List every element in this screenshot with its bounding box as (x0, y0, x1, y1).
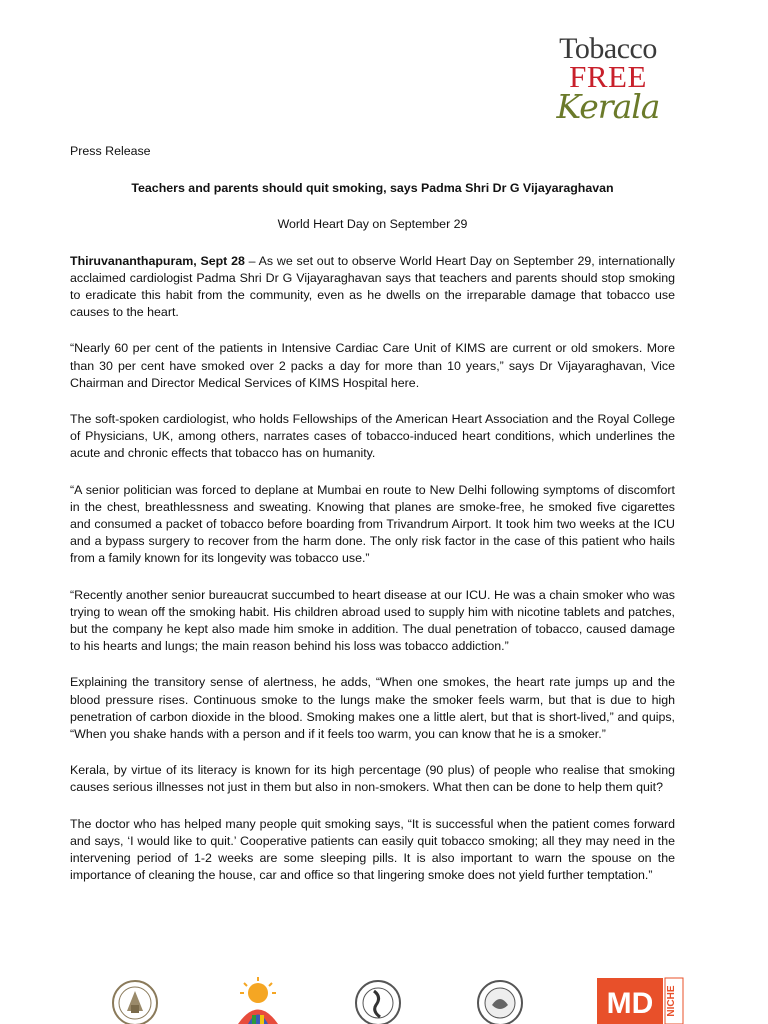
md-logo-side: NICHE (666, 985, 677, 1017)
subheadline: World Heart Day on September 29 (277, 217, 468, 232)
paragraph-2: “Nearly 60 per cent of the patients in Intensive Cardiac Care Unit of KIMS are current or old smokers. More than 30 per cent have smoked over 2 packs a day for more than 10 years,” says Dr Vijayaraghavan, Vice Chairman and Director Medical Services of KIMS Hospital here. (70, 341, 675, 390)
dateline: Thiruvananthapuram, Sept 28 (70, 253, 245, 268)
headline: Teachers and parents should quit smoking, says Padma Shri Dr G Vijayaraghavan (131, 181, 614, 196)
paragraph-6: Explaining the transitory sense of alertness, he adds, “When one smokes, the heart rate jumps up and the blood pressure rises. Continuous smoke to the lungs make the smoker feels warm, but that is due to high penetration of carbon dioxide in the blood. Smoking makes one a little alert, but that is short-lived,” and quips, “When you shake hands with a person and if it feels too warm, you can know that he is a smoker.” (70, 675, 675, 742)
press-release-label: Press Release (70, 144, 151, 158)
press-release-body (70, 143, 675, 904)
paragraph-5: “Recently another senior bureaucrat succumbed to heart disease at our ICU. He was a chain smoker who was trying to wean off the smoking habit. His children abroad used to supply him with nicotine tablets and patches, but the company he kept also made him smoke in addition. The dual penetration of tobacco, caused damage to his hearts and lungs; the main reason behind his loss was tobacco addiction.” (70, 587, 675, 654)
paragraph-4: “A senior politician was forced to deplane at Mumbai en route to New Delhi following symptoms of discomfort in the chest, breathlessness and sweating. Knowing that planes are smoke-free, he smoked five cigarettes and consumed a packet of tobacco before boarding from Trivandrum Airport. It took him two weeks at the ICU and a bypass surgery to recover from the harm done. The only risk factor in the case of this patient who hails from a family known for its longevity was tobacco use.” (70, 482, 675, 566)
cancer-centre-logo (470, 975, 530, 1024)
seal-logo (105, 975, 165, 1024)
paragraph-1 (70, 253, 675, 322)
tobacco-free-kerala-logo (541, 34, 675, 128)
logo-text-tobacco: Tobacco (559, 32, 657, 65)
paragraph-3: The soft-spoken cardiologist, who holds Fellowships of the American Heart Association and the Royal College of Physicians, UK, among others, narrates cases of tobacco-induced heart conditions, which underlines the acute and chronic effects that tobacco has on humanity. (70, 412, 675, 461)
paragraph-8: The doctor who has helped many people quit smoking says, “It is successful when the patient comes forward and says, ‘I would like to quit.’ Cooperative patients can easily quit tobacco smoking; all they may need in the intervening period of 1-2 weeks are some sleeping pills. It is also important to warn the spouse on the importance of cleaning the house, car and office so that lingering smoke does not yield further temptation.” (70, 816, 675, 883)
logo-text-kerala: Kerala (556, 87, 660, 126)
md-logo-main: MD (606, 987, 654, 1020)
health-services-logo (348, 975, 408, 1024)
paragraph-7: Kerala, by virtue of its literacy is known for its high percentage (90 plus) of people who realise that smoking causes serious illnesses not just in them but also in non-smokers. What then can be done to help them quit? (70, 763, 675, 795)
md-niche-logo (597, 975, 687, 1024)
footer-logos (0, 975, 768, 1024)
logo-text-free: FREE (569, 59, 647, 94)
sun-people-logo (228, 975, 288, 1024)
paragraph-1-text: – As we set out to observe World Heart Day on September 29, internationally acclaimed cardiologist Padma Shri Dr G Vijayaraghavan says that teachers and parents should stop smoking to eradicate this habit from the community, even as he dwells on the irreparable damage that tobacco use causes to the heart. (70, 253, 675, 320)
